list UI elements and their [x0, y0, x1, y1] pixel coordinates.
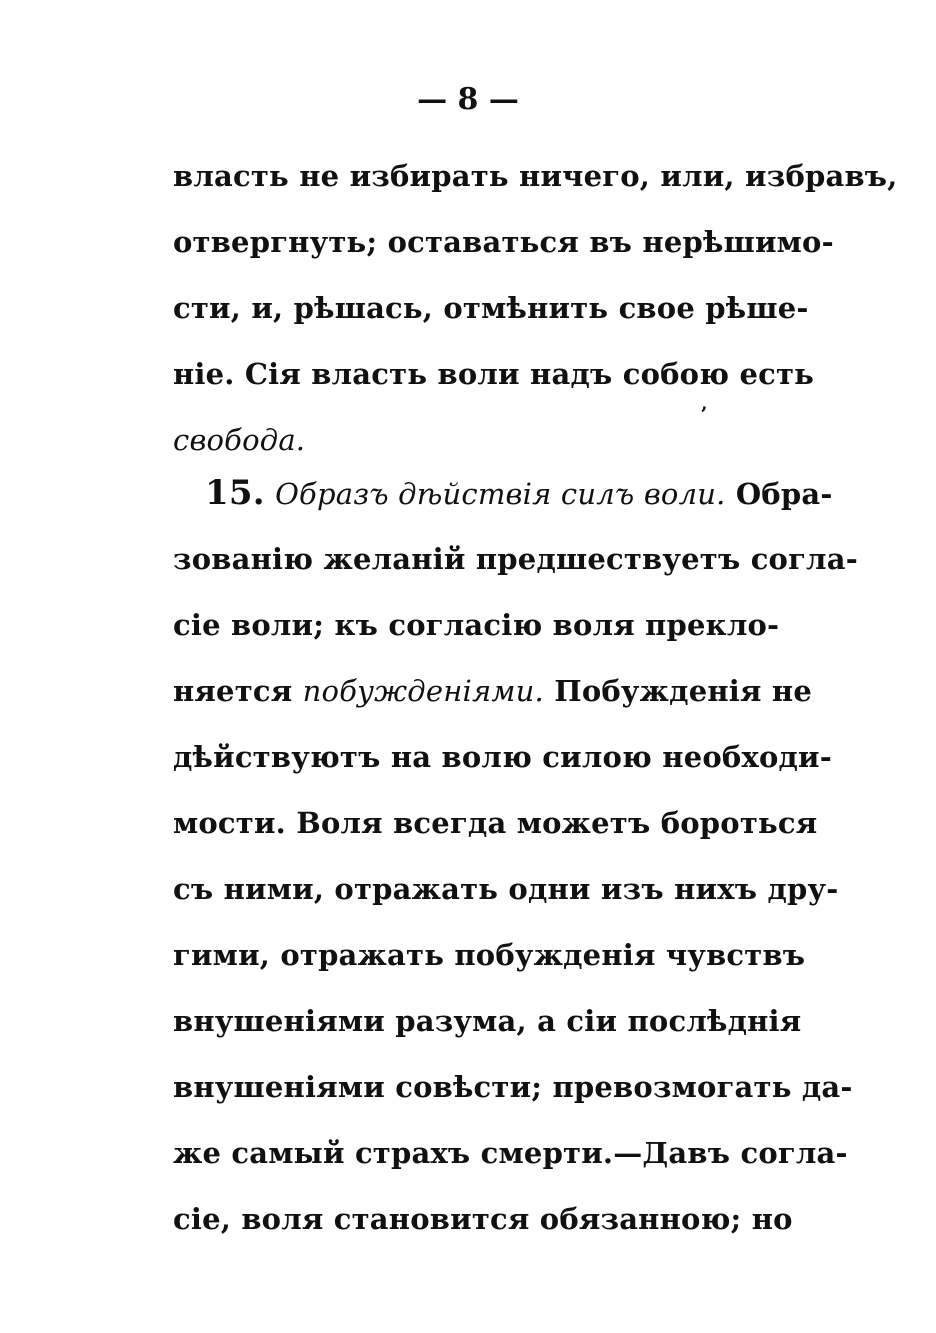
text-line: внушеніями совѣсти; превозмогать да-: [173, 1070, 853, 1104]
text-line: зованію желаній предшествуетъ согла-: [173, 542, 858, 576]
italic-term: побужденіями.: [302, 674, 544, 708]
text-fragment: Побужденія не: [554, 674, 812, 708]
print-speck: ʼ: [700, 402, 707, 426]
text-line: власть не избирать ничего, или, избравъ,: [173, 159, 898, 193]
text-line: сти, и, рѣшась, отмѣнить свое рѣше-: [173, 291, 809, 325]
paragraph-continuation: [173, 143, 898, 473]
text-line: сіе воли; къ согласію воля преклo-: [173, 608, 780, 642]
section-heading: Образъ дѣйствія силъ воли.: [275, 477, 726, 511]
page-number: — 8 —: [417, 82, 519, 117]
text-line: же самый страхъ смерти.—Давъ согла-: [173, 1136, 848, 1170]
section-15: [173, 460, 858, 1252]
text-line: дѣйствуютъ на волю силою необходи-: [173, 740, 832, 774]
text-line: съ ними, отражать одни изъ нихъ дру-: [173, 872, 839, 906]
text-fragment: няется: [173, 674, 293, 708]
text-line: [173, 658, 812, 724]
text-line: внушеніями разума, а сіи послѣднія: [173, 1004, 802, 1038]
text-line: ніе. Сія власть воли надъ собою есть: [173, 357, 815, 391]
text-line: отвергнуть; оставаться въ нерѣшимо-: [173, 225, 834, 259]
text-fragment: Обра-: [735, 477, 833, 511]
section-number: 15.: [205, 473, 265, 513]
italic-term: свобода.: [173, 423, 306, 457]
section-heading-line: [173, 460, 833, 526]
text-line: сіе, воля становится обязанною; но: [173, 1202, 793, 1236]
text-line: мости. Воля всегда можетъ бороться: [173, 806, 818, 840]
text-line: гими, отражать побужденія чувствъ: [173, 938, 806, 972]
